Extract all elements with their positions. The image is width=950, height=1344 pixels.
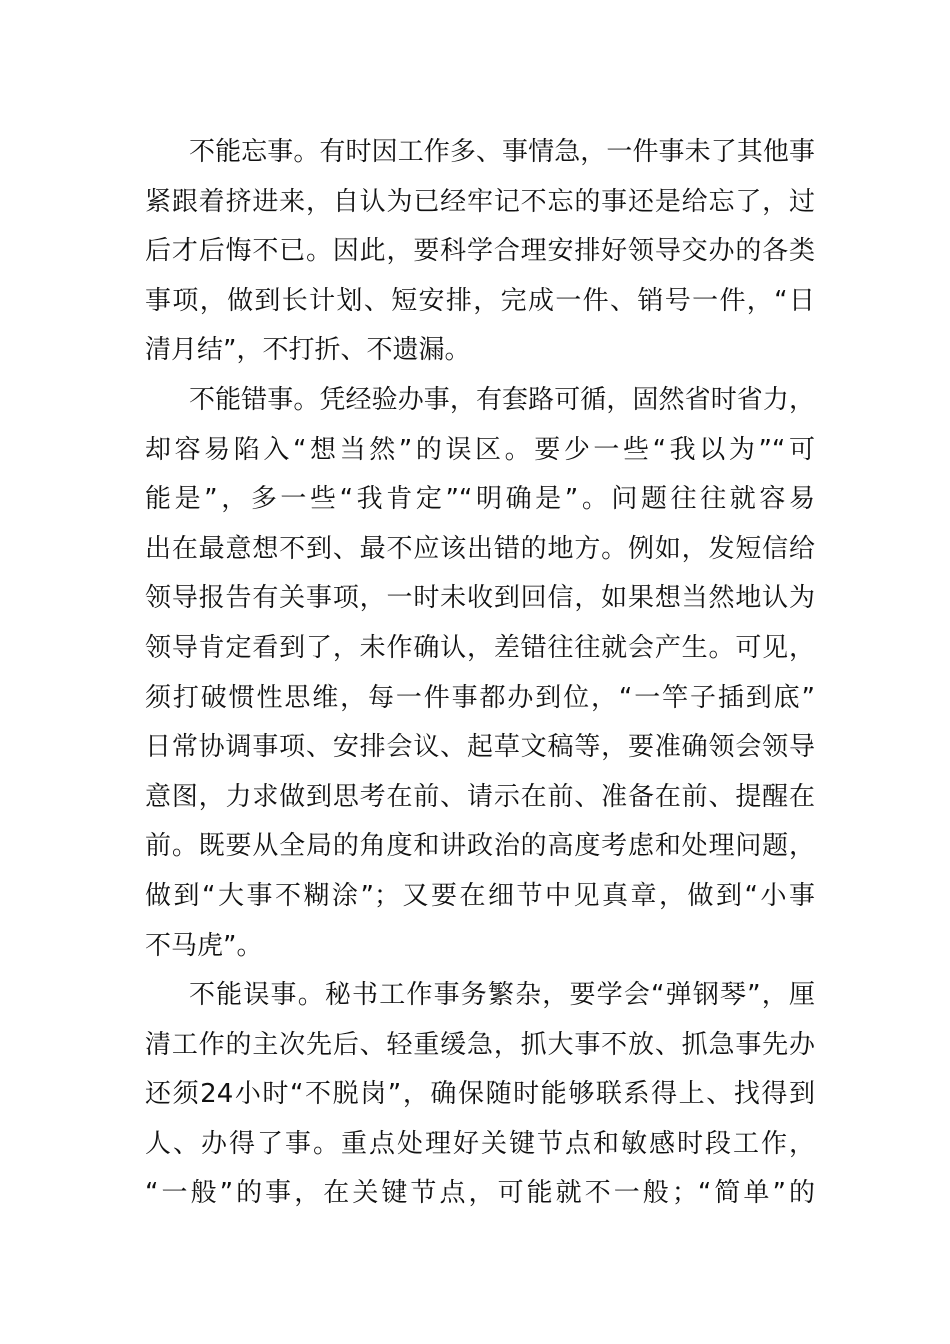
paragraph-1-line-4: 事项，做到长计划、短安排，完成一件、销号一件，“日 — [145, 285, 815, 316]
paragraph-2-line-8: 日常协调事项、安排会议、起草文稿等，要准确领会领导 — [145, 732, 815, 763]
paragraph-2-line-5: 领导报告有关事项，一时未收到回信，如果想当然地认为 — [145, 583, 815, 614]
paragraph-2-line-6: 领导肯定看到了，未作确认，差错往往就会产生。可见， — [145, 632, 815, 663]
paragraph-2-line-12: 不马虎”。 — [145, 930, 263, 961]
paragraph-2-line-3: 能是”，多一些“我肯定”“明确是”。问题往往就容易 — [145, 484, 815, 515]
paragraph-3-line-5: “一般”的事，在关键节点，可能就不一般；“简单”的 — [145, 1178, 815, 1209]
paragraph-2-line-10: 前。既要从全局的角度和讲政治的高度考虑和处理问题， — [145, 831, 815, 862]
paragraph-1-line-2: 紧跟着挤进来，自认为已经牢记不忘的事还是给忘了，过 — [145, 186, 815, 217]
document-body — [145, 128, 815, 1219]
paragraph-2-line-7: 须打破惯性思维，每一件事都办到位，“一竿子插到底” — [145, 682, 815, 713]
paragraph-2-line-1: 不能错事。凭经验办事，有套路可循，固然省时省力， — [189, 384, 815, 415]
paragraph-2-line-9: 意图，力求做到思考在前、请示在前、准备在前、提醒在 — [145, 781, 815, 812]
paragraph-3-line-2: 清工作的主次先后、轻重缓急，抓大事不放、抓急事先办 — [145, 1029, 815, 1060]
paragraph-3-line-4: 人、办得了事。重点处理好关键节点和敏感时段工作， — [145, 1128, 815, 1159]
paragraph-3-line-3: 还须24小时“不脱岗”，确保随时能够联系得上、找得到 — [145, 1079, 815, 1110]
paragraph-2-line-2: 却容易陷入“想当然”的误区。要少一些“我以为”“可 — [145, 434, 815, 465]
paragraph-1-line-5: 清月结”，不打折、不遗漏。 — [145, 335, 471, 366]
paragraph-2-line-4: 出在最意想不到、最不应该出错的地方。例如，发短信给 — [145, 533, 815, 564]
paragraph-1-line-1: 不能忘事。有时因工作多、事情急，一件事未了其他事 — [189, 137, 815, 167]
paragraph-3-line-1: 不能误事。秘书工作事务繁杂，要学会“弹钢琴”，厘 — [189, 980, 815, 1011]
paragraph-1-line-3: 后才后悔不已。因此，要科学合理安排好领导交办的各类 — [145, 236, 815, 267]
paragraph-2-line-11: 做到“大事不糊涂”；又要在细节中见真章，做到“小事 — [145, 880, 815, 911]
